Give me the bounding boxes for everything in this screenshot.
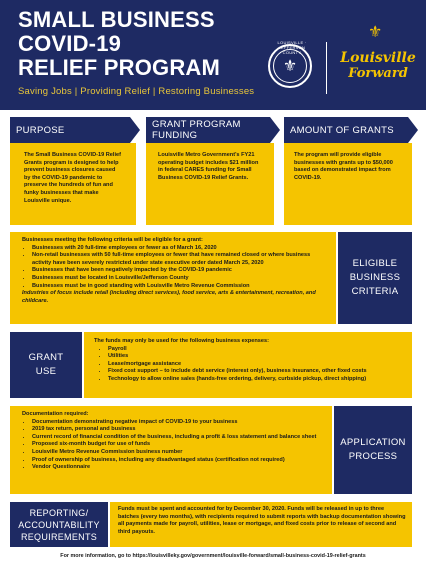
seal-text: LOUISVILLE · JEFFERSON COUNTY: [277, 40, 307, 55]
eligibility-list: [22, 245, 328, 291]
reporting-text: Funds must be spent and accounted for by December 30, 2020. Funds will be released in up to three batches (every two months), with recipients required to submit reports with backup documentation showing all payments made for payroll, utilities, lease or mortgage, and fixed costs prior to release of second and third payouts.: [118, 506, 406, 535]
list-item: • Current record of financial condition of the business, including a profit & loss statement and balance sheet: [32, 434, 324, 442]
list-item: • Fixed cost support – to include debt service (interest only), business insurance, other fixed costs: [108, 368, 404, 376]
funding-text: Louisville Metro Government's FY21 operating budget includes $21 million in federal CARES funding for Small Business COVID-19 Relief Grants.: [158, 152, 259, 181]
list-item: • Proposed six-month budget for use of funds: [32, 441, 324, 449]
amount-text: The program will provide eligible businesses with grants up to $50,000 based on demonstrated impact from COVID-19.: [294, 152, 393, 181]
louisville-forward-logo: Louisville Forward: [340, 50, 416, 81]
footer-info: For more information, go to https://louisvilleky.gov/government/louisville-forward/small-business-covid-19-relief-grants: [60, 553, 366, 559]
list-item: • Technology to allow online sales (hands-free ordering, delivery, curbside pickup, direct shipping): [108, 376, 404, 384]
purpose-text: The Small Business COVID-19 Relief Grants program is designed to help prevent business closures caused by the COVID-19 pandemic to preserve the hundreds of fun and funky businesses that make Louisville unique.: [24, 152, 121, 204]
grant-use-label: GRANT USE: [10, 332, 82, 398]
list-item: • 2019 tax return, personal and business: [32, 426, 324, 434]
logo-divider: [326, 42, 327, 94]
list-item: • Businesses with 20 full-time employees or fewer as of March 16, 2020: [32, 245, 328, 253]
tab-amount-of-grants: AMOUNT OF GRANTS: [284, 117, 408, 143]
grant-use-list: [94, 346, 404, 384]
funding-box: [146, 143, 274, 225]
eligibility-box: [10, 232, 336, 324]
louisville-seal-icon: ⚜: [268, 44, 312, 88]
list-item: • Lease/mortgage assistance: [108, 361, 404, 369]
list-item: • Louisville Metro Revenue Commission business number: [32, 449, 324, 457]
list-item: • Businesses that have been negatively impacted by the COVID-19 pandemic: [32, 267, 328, 275]
eligibility-label: ELIGIBLE BUSINESS CRITERIA: [338, 232, 412, 324]
list-item: • Vendor Questionnaire: [32, 464, 324, 472]
application-box: [10, 406, 332, 494]
list-item: • Proof of ownership of business, including any disadvantaged status (certification not required): [32, 457, 324, 465]
fleur-de-lis-icon: ⚜: [368, 24, 383, 41]
reporting-box: [110, 502, 412, 547]
eligibility-intro: Businesses meeting the following criteria will be eligible for a grant:: [22, 237, 203, 243]
application-label: APPLICATION PROCESS: [334, 406, 412, 494]
grant-use-intro: The funds may only be used for the following business expenses:: [94, 338, 269, 344]
tab-purpose: PURPOSE: [10, 117, 130, 143]
reporting-label: REPORTING/ ACCOUNTABILITY REQUIREMENTS: [10, 502, 108, 547]
application-list: [22, 419, 324, 472]
grant-use-box: [84, 332, 412, 398]
application-intro: Documentation required:: [22, 411, 89, 417]
header-banner: [0, 0, 426, 110]
purpose-box: [10, 143, 136, 225]
list-item: • Non-retail businesses with 50 full-time employees or fewer that have remained closed or where business activity have been severely restricted under state executive order dated March 25, 2020: [32, 252, 328, 267]
list-item: • Businesses must be in good standing with Louisville Metro Revenue Commission: [32, 283, 328, 291]
eligibility-note: Industries of focus include retail (including direct services), food service, arts & entertainment, recreation, and childcare.: [22, 290, 316, 304]
tagline: Saving Jobs | Providing Relief | Restoring Businesses: [18, 86, 255, 97]
list-item: • Documentation demonstrating negative impact of COVID-19 to your business: [32, 419, 324, 427]
list-item: • Businesses must be located in Louisville/Jefferson County: [32, 275, 328, 283]
list-item: • Utilities: [108, 353, 404, 361]
page-title: SMALL BUSINESS COVID-19 RELIEF PROGRAM: [18, 7, 221, 80]
tab-grant-program-funding: GRANT PROGRAM FUNDING: [146, 117, 270, 143]
amount-box: [284, 143, 412, 225]
list-item: • Payroll: [108, 346, 404, 354]
